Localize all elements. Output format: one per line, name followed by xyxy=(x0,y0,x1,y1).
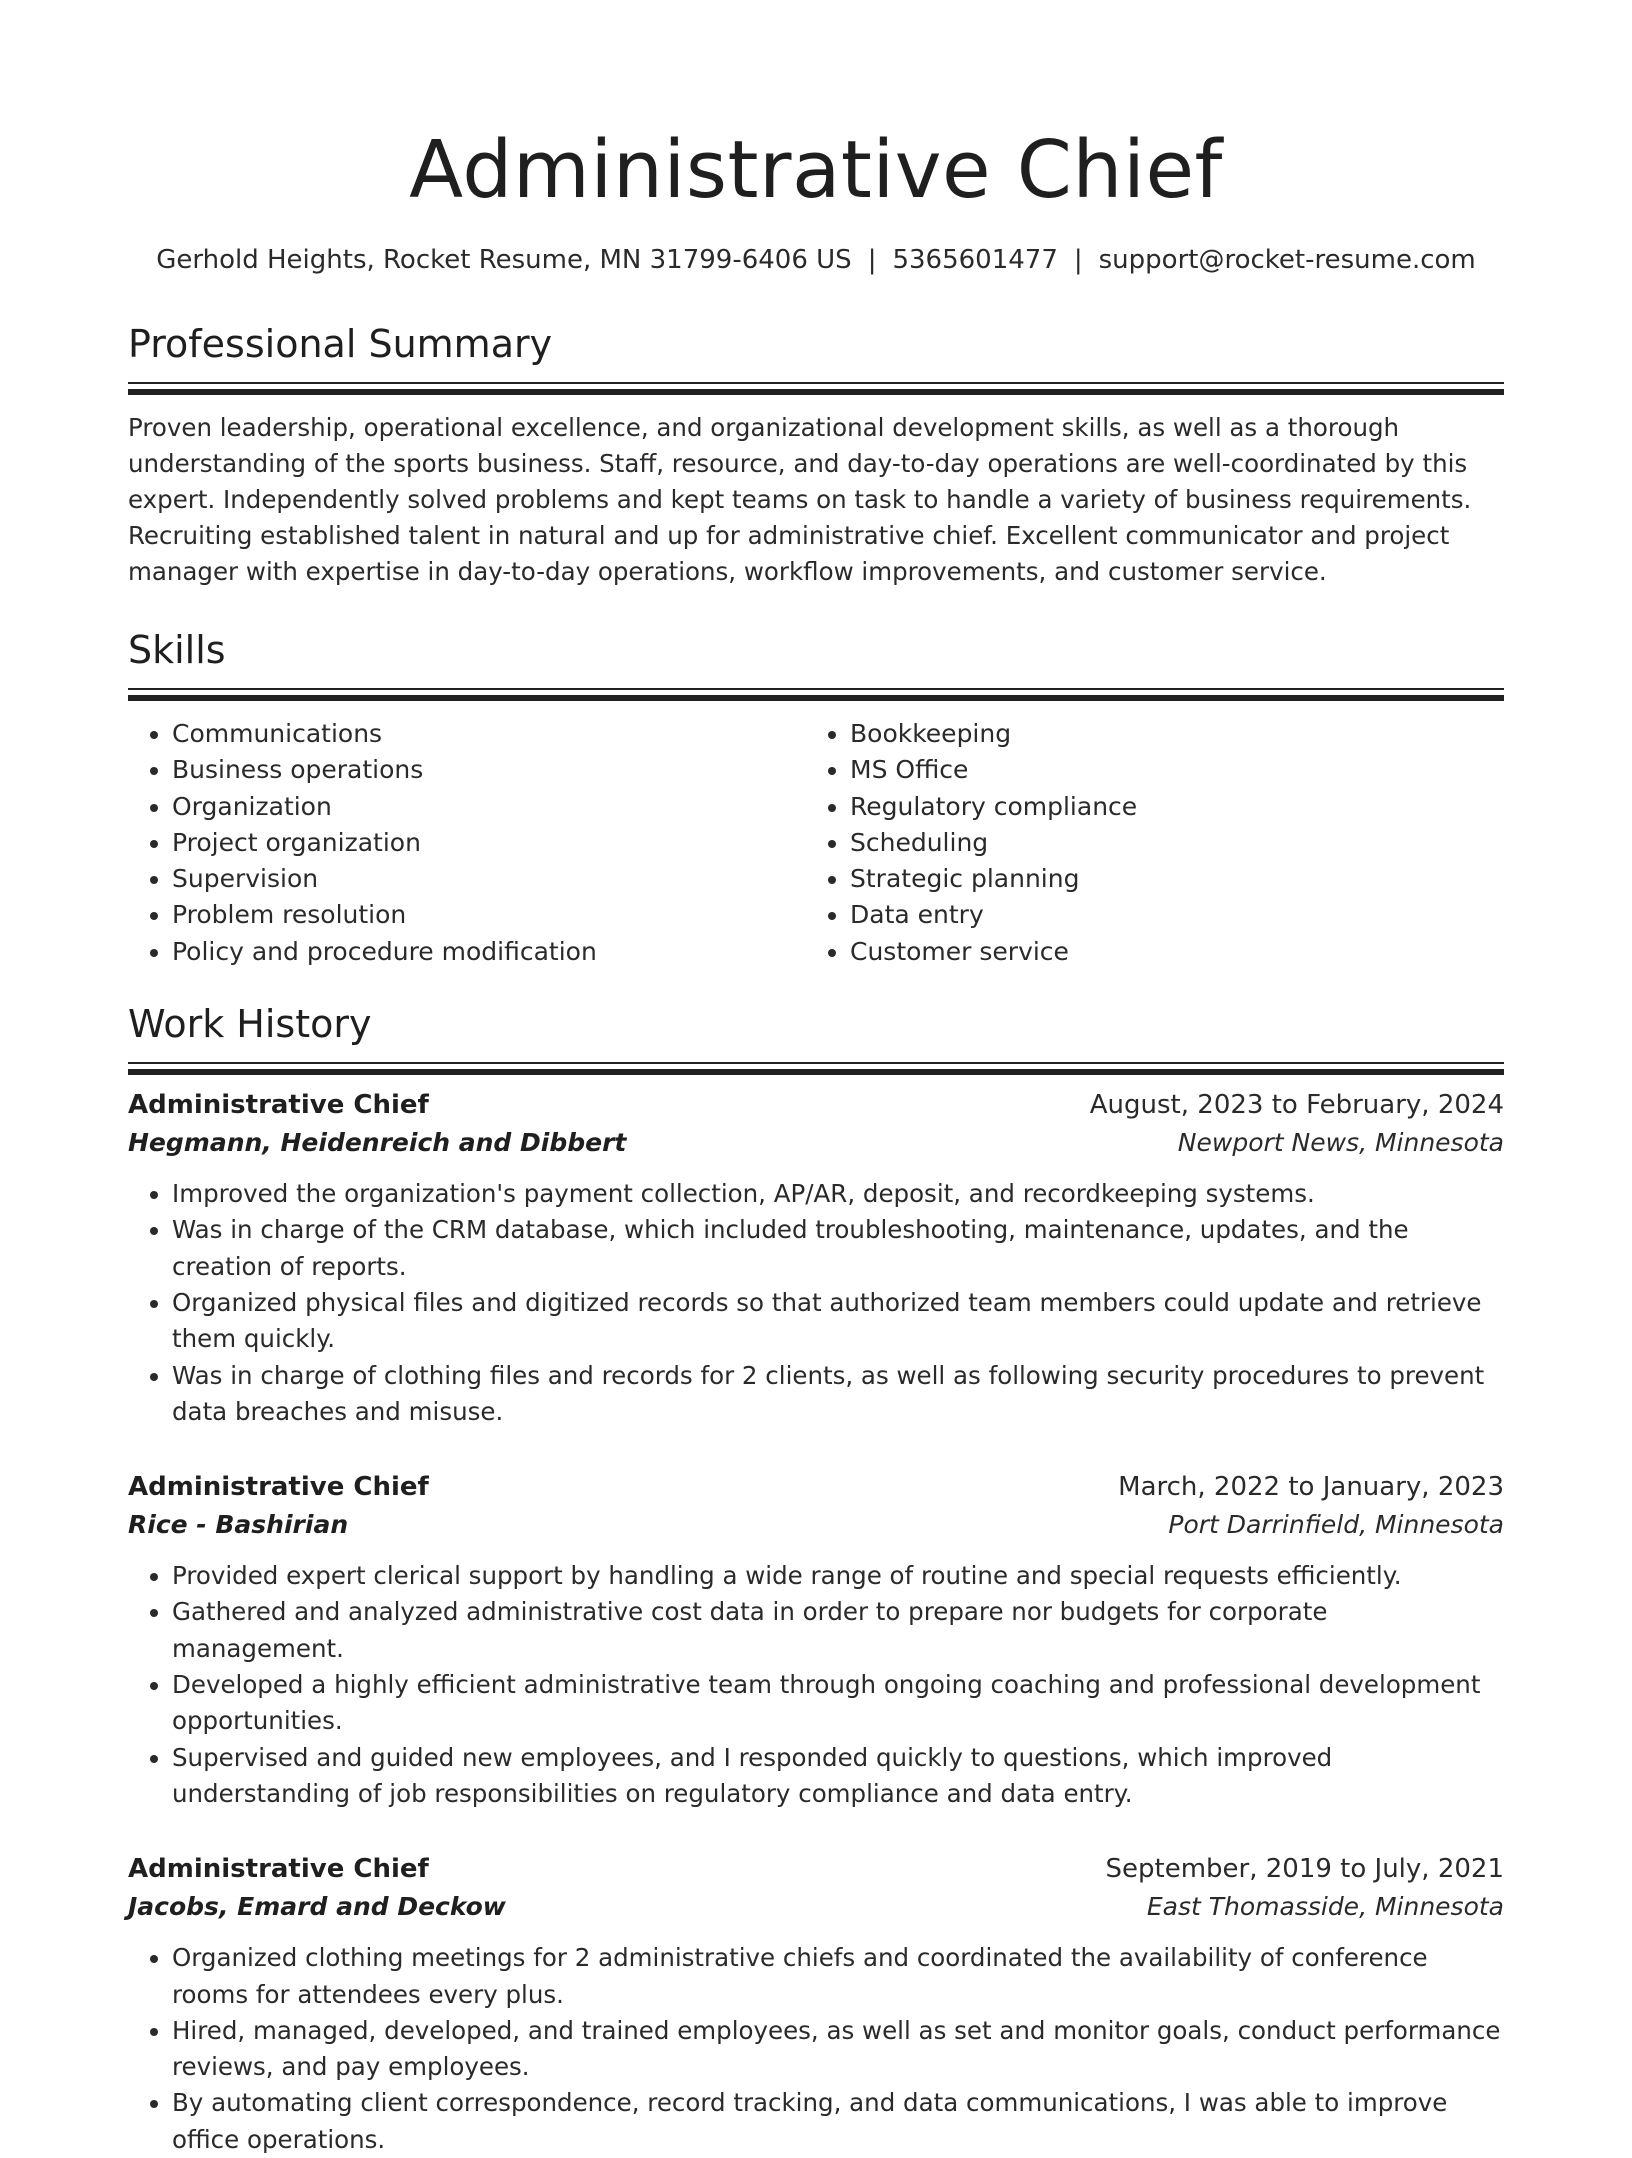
work-history-heading: Work History xyxy=(128,1002,372,1047)
job-bullet: • Improved the organization's payment collection, AP/AR, deposit, and recordkeeping systems. xyxy=(172,1176,1504,1212)
job-bullets xyxy=(128,1940,1504,2158)
contact-email: support@rocket-resume.com xyxy=(1098,245,1476,275)
summary-heading: Professional Summary xyxy=(128,322,553,366)
job-bullet: • Provided expert clerical support by handling a wide range of routine and special requests efficiently. xyxy=(172,1558,1504,1594)
job-bullet: • Hired, managed, developed, and trained employees, as well as set and monitor goals, conduct performance reviews, and pay employees. xyxy=(172,2013,1504,2086)
skill-item: • Data entry xyxy=(850,897,1484,933)
job-bullet: • Developed a highly efficient administrative team through ongoing coaching and professional development opportunities. xyxy=(172,1667,1504,1740)
skill-item: • Scheduling xyxy=(850,825,1484,861)
job-bullets xyxy=(128,1558,1504,1812)
job-bullet: • Supervised and guided new employees, and I responded quickly to questions, which improved understanding of job responsibilities on regulatory compliance and data entry. xyxy=(172,1740,1504,1813)
job-entry xyxy=(128,1086,1504,1430)
contact-address: Gerhold Heights, Rocket Resume, MN 31799-6406 US xyxy=(156,245,852,275)
job-dates: March, 2022 to January, 2023 xyxy=(1118,1472,1504,1503)
job-location: Port Darrinfield, Minnesota xyxy=(1168,1510,1504,1540)
skills-heading: Skills xyxy=(128,628,226,672)
skill-item: • Supervision xyxy=(172,861,806,897)
summary-text: Proven leadership, operational excellence, and organizational development skills, as well as a thorough understanding of the sports business. Staff, resource, and day-to-day operations are well-coordinated by this expert. Independently solved problems and kept teams on task to handle a variety of business requirements. Recruiting established talent in natural and up for administrative chief. Excellent communicator and project manager with expertise in day-to-day operations, workflow improvements, and customer service. xyxy=(128,413,1472,586)
skill-item: • Strategic planning xyxy=(850,861,1484,897)
summary-section xyxy=(128,320,1504,590)
contact-separator: | xyxy=(1073,245,1083,275)
skill-item: • MS Office xyxy=(850,752,1484,788)
job-company: Jacobs, Emard and Deckow xyxy=(128,1892,506,1922)
skill-item: • Project organization xyxy=(172,825,806,861)
job-bullet: • Organized clothing meetings for 2 administrative chiefs and coordinated the availability of conference rooms for attendees every plus. xyxy=(172,1940,1504,2013)
job-company-row xyxy=(128,1124,1504,1162)
section-divider xyxy=(128,1062,1504,1064)
job-company: Rice - Bashirian xyxy=(128,1510,349,1540)
skill-item: • Business operations xyxy=(172,752,806,788)
job-header-row xyxy=(128,1850,1504,1888)
skill-item: • Customer service xyxy=(850,934,1484,970)
job-title: Administrative Chief xyxy=(128,1854,429,1885)
job-bullet: • Gathered and analyzed administrative cost data in order to prepare nor budgets for corporate management. xyxy=(172,1594,1504,1667)
section-divider xyxy=(128,382,1504,384)
job-bullet: • Was in charge of clothing files and records for 2 clients, as well as following security procedures to prevent data breaches and misuse. xyxy=(172,1358,1504,1431)
skills-list-right xyxy=(806,716,1484,970)
job-location: Newport News, Minnesota xyxy=(1177,1128,1504,1158)
job-bullet: • Was in charge of the CRM database, which included troubleshooting, maintenance, updates, and the creation of reports. xyxy=(172,1212,1504,1285)
contact-line xyxy=(128,242,1504,278)
resume-page xyxy=(128,0,1504,2158)
job-dates: August, 2023 to February, 2024 xyxy=(1089,1090,1504,1121)
job-bullets xyxy=(128,1176,1504,1430)
skill-item: • Problem resolution xyxy=(172,897,806,933)
skill-item: • Policy and procedure modification xyxy=(172,934,806,970)
skills-list-left xyxy=(128,716,806,970)
job-dates: September, 2019 to July, 2021 xyxy=(1105,1854,1504,1885)
skills-section xyxy=(128,626,1504,970)
job-location: East Thomasside, Minnesota xyxy=(1146,1892,1504,1922)
skill-item: • Communications xyxy=(172,716,806,752)
skill-item: • Organization xyxy=(172,789,806,825)
job-company: Hegmann, Heidenreich and Dibbert xyxy=(128,1128,627,1158)
section-divider xyxy=(128,688,1504,690)
skills-columns xyxy=(128,716,1504,970)
job-entry xyxy=(128,1468,1504,1812)
contact-phone: 5365601477 xyxy=(892,245,1058,275)
job-header-row xyxy=(128,1086,1504,1124)
job-company-row xyxy=(128,1506,1504,1544)
job-bullet: • Organized physical files and digitized records so that authorized team members could update and retrieve them quickly. xyxy=(172,1285,1504,1358)
job-header-row xyxy=(128,1468,1504,1506)
resume-name: Administrative Chief xyxy=(409,124,1223,216)
job-title: Administrative Chief xyxy=(128,1090,429,1121)
contact-separator: | xyxy=(867,245,877,275)
job-bullet: • By automating client correspondence, record tracking, and data communications, I was able to improve office operations. xyxy=(172,2085,1504,2158)
work-history-section xyxy=(128,1000,1504,2158)
job-title: Administrative Chief xyxy=(128,1472,429,1503)
skill-item: • Bookkeeping xyxy=(850,716,1484,752)
skill-item: • Regulatory compliance xyxy=(850,789,1484,825)
job-company-row xyxy=(128,1888,1504,1926)
